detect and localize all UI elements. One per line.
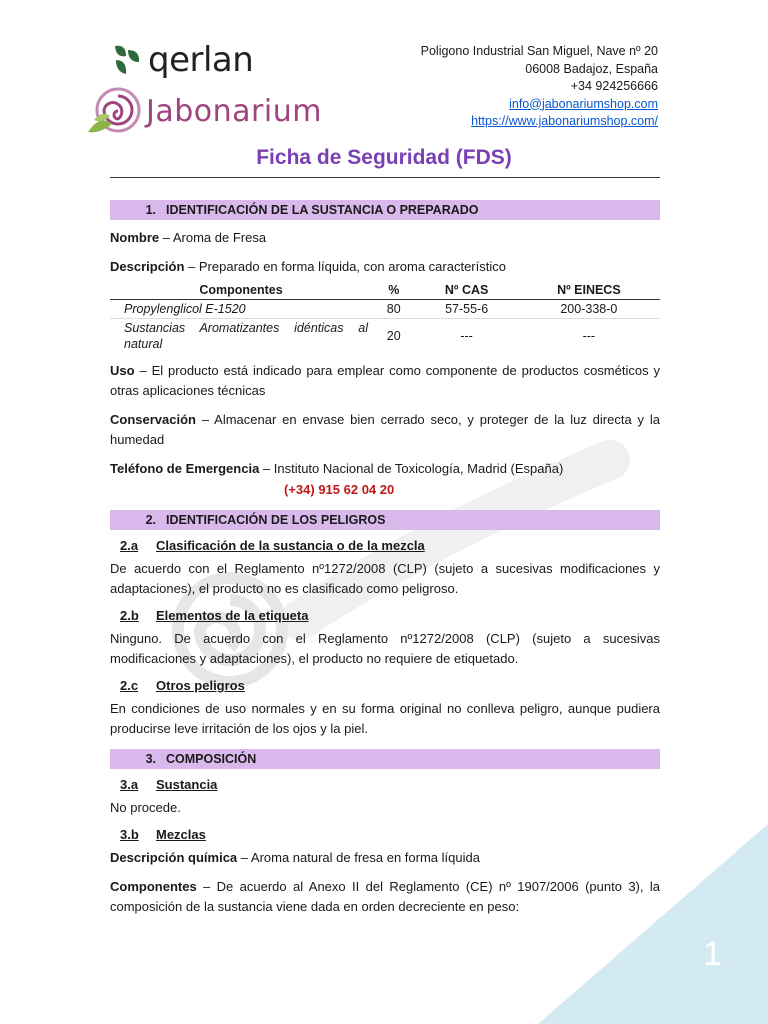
table-header-row xyxy=(110,281,660,300)
subsection-text: Ninguno. De acuerdo con el Reglamento nº1272/2008 (CLP) (sujeto a sucesivas modificaciones y adaptaciones), el producto no requiere de etiquetado. xyxy=(110,631,660,666)
jabonarium-wordmark: Jabonarium xyxy=(146,93,322,129)
subsection-2a-header xyxy=(120,538,660,553)
phone-line: +34 924256666 xyxy=(570,79,658,93)
address-line: Poligono Industrial San Miguel, Nave nº 20 xyxy=(420,44,658,58)
field-value: – Instituto Nacional de Toxicología, Madrid (España) xyxy=(259,461,564,476)
field-label: Conservación xyxy=(110,412,196,427)
field-label: Componentes xyxy=(110,879,197,894)
telefono-field xyxy=(110,459,660,479)
field-value: – Aroma de Fresa xyxy=(159,230,267,245)
field-value: – Almacenar en envase bien cerrado seco, y proteger de la luz directa y la humedad xyxy=(110,412,660,447)
subsection-text: En condiciones de uso normales y en su forma original no conlleva peligro, aunque pudiera producirse leve irritación de los ojos y la piel. xyxy=(110,701,660,736)
table-cell: Propylenglicol E-1520 xyxy=(110,300,372,319)
table-cell: 57-55-6 xyxy=(416,300,518,319)
field-label: Descripción xyxy=(110,259,185,274)
subsection-title: Clasificación de la sustancia o de la mezcla xyxy=(156,538,425,553)
subsection-number: 3.b xyxy=(120,827,139,842)
subsection-title: Otros peligros xyxy=(156,678,245,693)
qerlan-wordmark: qerlan xyxy=(148,40,254,80)
field-value: – De acuerdo al Anexo II del Reglamento (CE) nº 1907/2006 (punto 3), la composición de la sustancia viene dada en orden decreciente en peso: xyxy=(110,879,660,914)
column-header: % xyxy=(372,281,416,300)
document-title: Ficha de Seguridad (FDS) xyxy=(256,146,512,169)
column-header: Componentes xyxy=(110,281,372,300)
section-number: 1. xyxy=(145,203,156,217)
subsection-title: Elementos de la etiqueta xyxy=(156,608,309,623)
subsection-2b-header xyxy=(120,608,660,623)
table-cell: 200-338-0 xyxy=(518,300,660,319)
components-table xyxy=(110,281,660,353)
nombre-field xyxy=(110,228,660,248)
section-1-header xyxy=(110,200,660,220)
website-link[interactable]: https://www.jabonariumshop.com/ xyxy=(471,114,658,128)
section-number: 2. xyxy=(145,513,156,527)
field-label: Teléfono de Emergencia xyxy=(110,461,260,476)
table-row xyxy=(110,300,660,319)
company-address xyxy=(421,43,658,131)
subsection-text: No procede. xyxy=(110,800,181,815)
field-label: Descripción química xyxy=(110,850,238,865)
qerlan-leaf-icon xyxy=(112,44,142,76)
section-number: 3. xyxy=(145,752,156,766)
subsection-text: De acuerdo con el Reglamento nº1272/2008 (CLP) (sujeto a sucesivas modificaciones y adaptaciones), el producto no es clasificado como peligroso. xyxy=(110,561,660,596)
jabonarium-swirl-icon xyxy=(86,84,142,138)
email-link[interactable]: info@jabonariumshop.com xyxy=(509,96,658,111)
subsection-title: Mezclas xyxy=(156,827,206,842)
subsection-title: Sustancia xyxy=(156,777,218,792)
uso-field xyxy=(110,361,660,401)
section-title: COMPOSICIÓN xyxy=(166,752,257,766)
subsection-number: 2.a xyxy=(120,538,139,553)
document-body xyxy=(110,190,660,926)
corner-triangle-decoration xyxy=(538,824,768,1024)
field-label: Uso xyxy=(110,363,135,378)
descripcion-field xyxy=(110,257,660,277)
title-divider xyxy=(110,177,660,178)
column-header: Nº CAS xyxy=(416,281,518,300)
table-cell: --- xyxy=(582,329,596,343)
subsection-2c-header xyxy=(120,678,660,693)
field-value: – Preparado en forma líquida, con aroma característico xyxy=(184,259,506,274)
table-cell: 20 xyxy=(386,329,401,343)
field-label: Nombre xyxy=(110,230,160,245)
emergency-phone-number: (+34) 915 62 04 20 xyxy=(284,482,395,497)
subsection-number: 3.a xyxy=(120,777,139,792)
field-value: – Aroma natural de fresa en forma líquida xyxy=(237,850,480,865)
subsection-number: 2.b xyxy=(120,608,139,623)
page-number: 1 xyxy=(703,935,722,973)
section-title: IDENTIFICACIÓN DE LOS PELIGROS xyxy=(166,513,386,527)
section-2-header xyxy=(110,510,660,530)
conservacion-field xyxy=(110,410,660,450)
table-cell: --- xyxy=(460,329,473,343)
jabonarium-logo xyxy=(86,84,322,138)
subsection-3a-header xyxy=(120,777,660,792)
table-row xyxy=(110,319,660,354)
table-cell: 80 xyxy=(372,300,416,319)
section-title: IDENTIFICACIÓN DE LA SUSTANCIA O PREPARADO xyxy=(166,203,479,217)
field-value: – El producto está indicado para emplear como componente de productos cosméticos y otras aplicaciones técnicas xyxy=(110,363,660,398)
address-line: 06008 Badajoz, España xyxy=(525,61,658,76)
subsection-number: 2.c xyxy=(120,678,139,693)
table-cell: Sustancias Aromatizantes idénticas al natural xyxy=(124,321,368,351)
qerlan-logo xyxy=(112,40,253,80)
section-3-header xyxy=(110,749,660,769)
column-header: Nº EINECS xyxy=(518,281,660,300)
